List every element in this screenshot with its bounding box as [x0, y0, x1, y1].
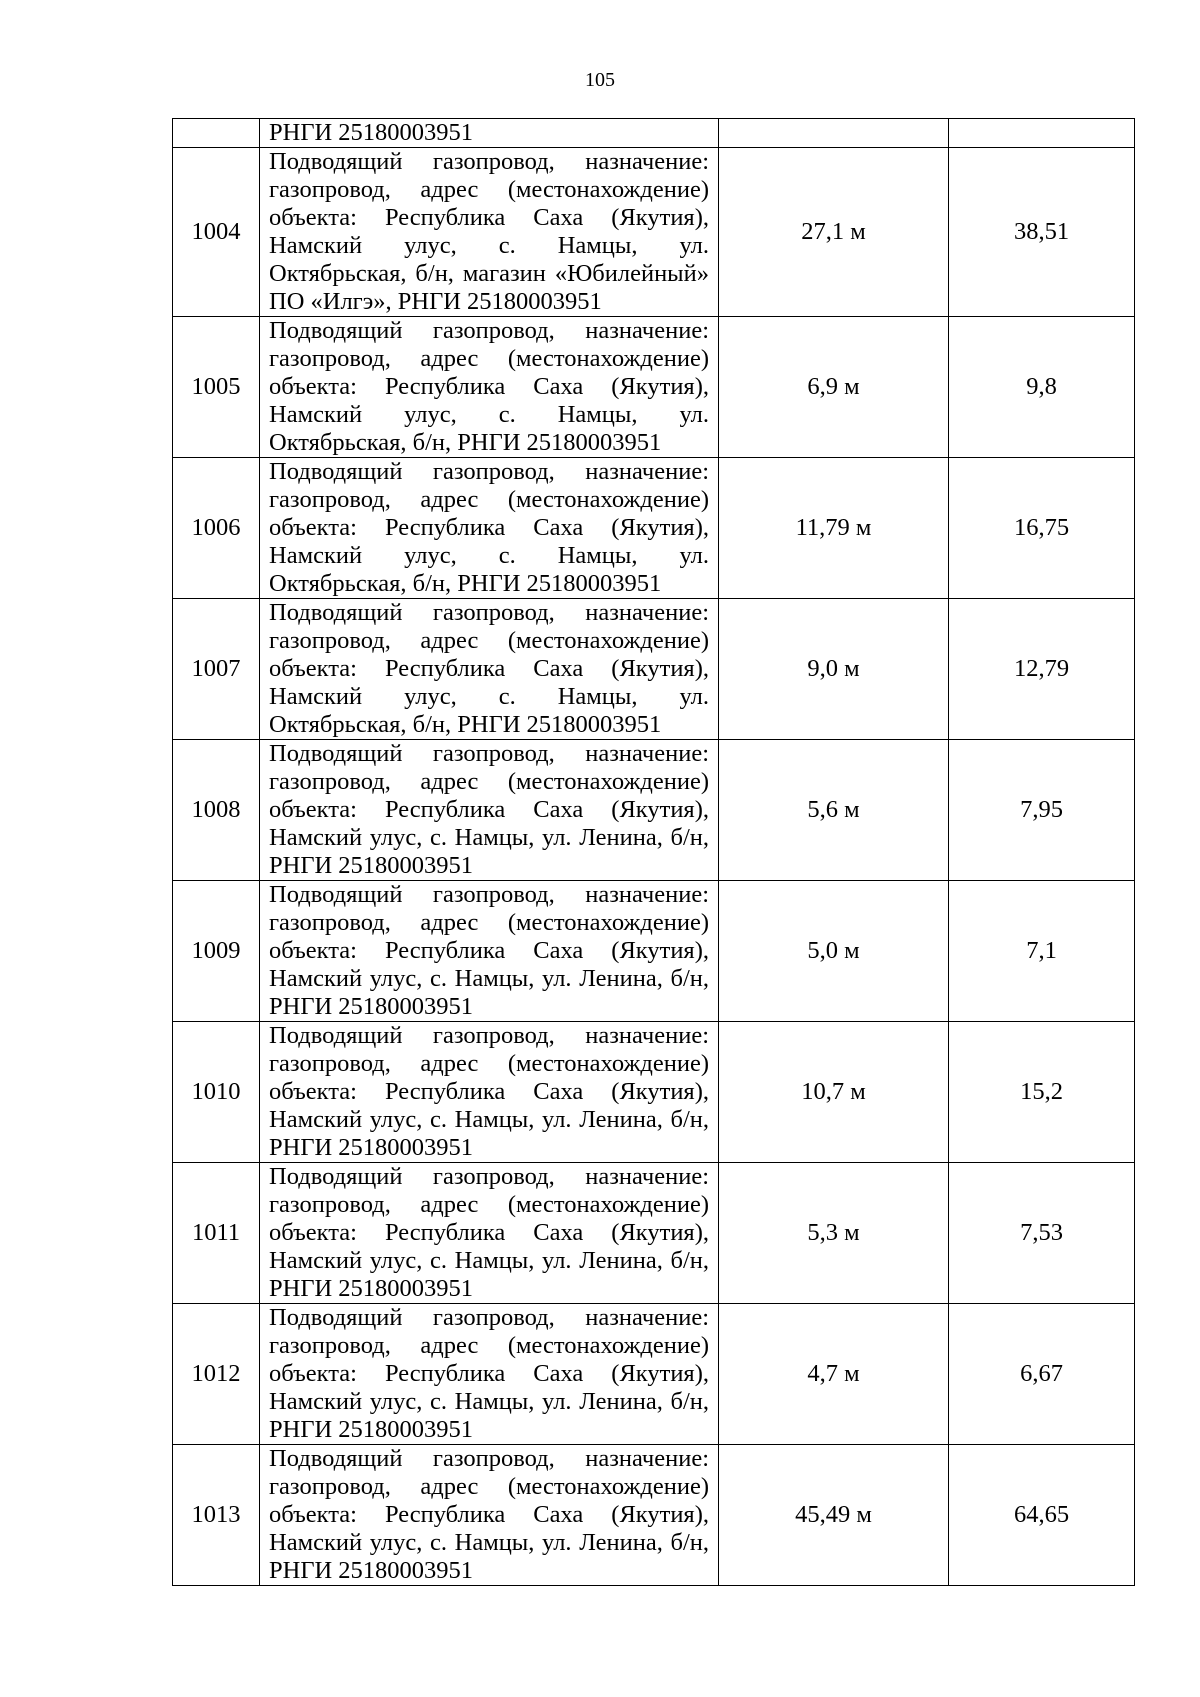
- row-length-cell: [719, 119, 949, 148]
- row-length-cell: 11,79 м: [719, 458, 949, 599]
- table-row-continuation: [173, 119, 1135, 148]
- row-value-cell: 64,65: [949, 1445, 1135, 1586]
- row-description-cell: Подводящий газопровод, назначение: газопровод, адрес (местонахождение) объекта: Республика Саха (Якутия), Намский улус, с. Намцы, ул. Ленина, б/н, РНГИ 25180003951: [260, 1022, 719, 1163]
- row-value-cell: 12,79: [949, 599, 1135, 740]
- row-length-cell: 27,1 м: [719, 148, 949, 317]
- table-row: [173, 1304, 1135, 1445]
- row-length-cell: 9,0 м: [719, 599, 949, 740]
- row-number-cell: 1013: [173, 1445, 260, 1586]
- row-description-cell: Подводящий газопровод, назначение: газопровод, адрес (местонахождение) объекта: Республика Саха (Якутия), Намский улус, с. Намцы, ул. Октябрьская, б/н, магазин «Юбилейный» ПО «Илгэ», РНГИ 25180003951: [260, 148, 719, 317]
- row-number-cell: 1009: [173, 881, 260, 1022]
- row-length-cell: 45,49 м: [719, 1445, 949, 1586]
- row-number-cell: 1012: [173, 1304, 260, 1445]
- row-description-cell: Подводящий газопровод, назначение: газопровод, адрес (местонахождение) объекта: Республика Саха (Якутия), Намский улус, с. Намцы, ул. Ленина, б/н, РНГИ 25180003951: [260, 881, 719, 1022]
- table-row: [173, 881, 1135, 1022]
- row-value-cell: 7,95: [949, 740, 1135, 881]
- row-value-cell: 7,1: [949, 881, 1135, 1022]
- table-row: [173, 317, 1135, 458]
- row-description-cell: Подводящий газопровод, назначение: газопровод, адрес (местонахождение) объекта: Республика Саха (Якутия), Намский улус, с. Намцы, ул. Ленина, б/н, РНГИ 25180003951: [260, 740, 719, 881]
- row-number-cell: 1010: [173, 1022, 260, 1163]
- table-row: [173, 740, 1135, 881]
- row-description-cell: Подводящий газопровод, назначение: газопровод, адрес (местонахождение) объекта: Республика Саха (Якутия), Намский улус, с. Намцы, ул. Октябрьская, б/н, РНГИ 25180003951: [260, 458, 719, 599]
- row-number-cell: 1006: [173, 458, 260, 599]
- row-value-cell: 7,53: [949, 1163, 1135, 1304]
- registry-table-body: [173, 119, 1135, 1586]
- row-value-cell: 38,51: [949, 148, 1135, 317]
- page-number: 105: [585, 69, 615, 91]
- row-value-cell: 15,2: [949, 1022, 1135, 1163]
- row-description-cell: Подводящий газопровод, назначение: газопровод, адрес (местонахождение) объекта: Республика Саха (Якутия), Намский улус, с. Намцы, ул. Ленина, б/н, РНГИ 25180003951: [260, 1163, 719, 1304]
- row-length-cell: 5,3 м: [719, 1163, 949, 1304]
- row-description-cell: РНГИ 25180003951: [260, 119, 719, 148]
- row-length-cell: 5,0 м: [719, 881, 949, 1022]
- row-value-cell: 6,67: [949, 1304, 1135, 1445]
- row-number-cell: 1008: [173, 740, 260, 881]
- row-number-cell: [173, 119, 260, 148]
- row-value-cell: 16,75: [949, 458, 1135, 599]
- row-number-cell: 1007: [173, 599, 260, 740]
- registry-table: [172, 118, 1135, 1586]
- table-row: [173, 148, 1135, 317]
- row-description-cell: Подводящий газопровод, назначение: газопровод, адрес (местонахождение) объекта: Республика Саха (Якутия), Намский улус, с. Намцы, ул. Ленина, б/н, РНГИ 25180003951: [260, 1304, 719, 1445]
- row-length-cell: 5,6 м: [719, 740, 949, 881]
- row-value-cell: 9,8: [949, 317, 1135, 458]
- table-row: [173, 1022, 1135, 1163]
- row-length-cell: 4,7 м: [719, 1304, 949, 1445]
- row-length-cell: 10,7 м: [719, 1022, 949, 1163]
- table-row: [173, 1445, 1135, 1586]
- row-value-cell: [949, 119, 1135, 148]
- row-length-cell: 6,9 м: [719, 317, 949, 458]
- table-row: [173, 599, 1135, 740]
- table-row: [173, 1163, 1135, 1304]
- row-number-cell: 1004: [173, 148, 260, 317]
- row-description-cell: Подводящий газопровод, назначение: газопровод, адрес (местонахождение) объекта: Республика Саха (Якутия), Намский улус, с. Намцы, ул. Октябрьская, б/н, РНГИ 25180003951: [260, 599, 719, 740]
- row-description-cell: Подводящий газопровод, назначение: газопровод, адрес (местонахождение) объекта: Республика Саха (Якутия), Намский улус, с. Намцы, ул. Октябрьская, б/н, РНГИ 25180003951: [260, 317, 719, 458]
- row-description-cell: Подводящий газопровод, назначение: газопровод, адрес (местонахождение) объекта: Республика Саха (Якутия), Намский улус, с. Намцы, ул. Ленина, б/н, РНГИ 25180003951: [260, 1445, 719, 1586]
- table-row: [173, 458, 1135, 599]
- row-number-cell: 1005: [173, 317, 260, 458]
- row-number-cell: 1011: [173, 1163, 260, 1304]
